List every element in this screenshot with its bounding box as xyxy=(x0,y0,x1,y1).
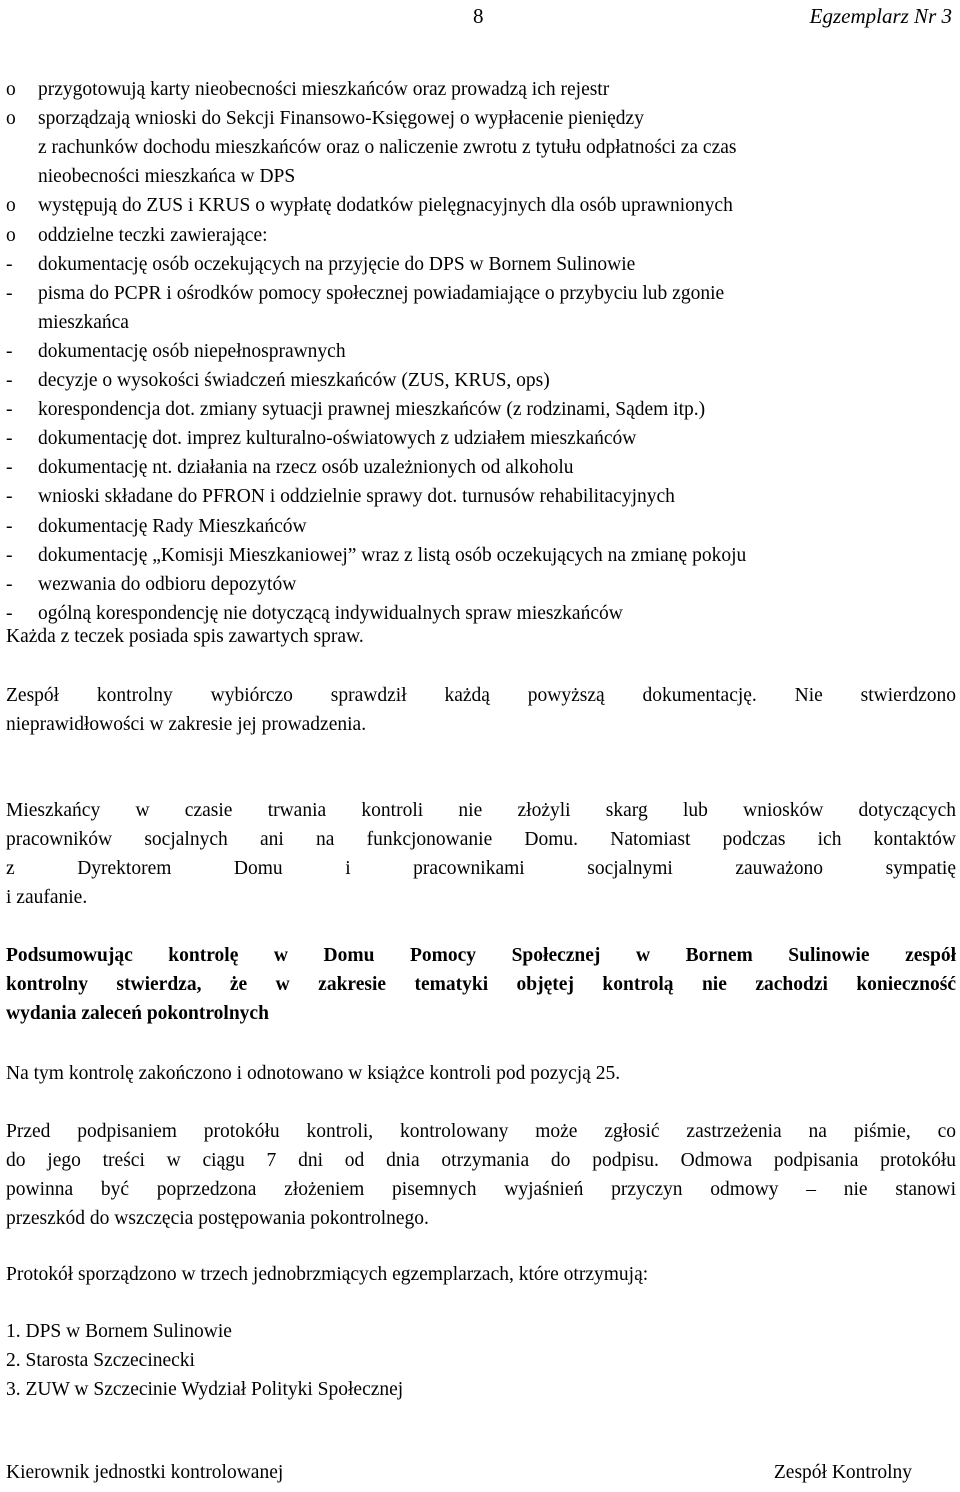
duty-text: dokumentację dot. imprez kulturalno-oświatowych z udziałem mieszkańców xyxy=(38,428,637,450)
duty-item xyxy=(6,340,956,366)
recipient-1: 1. DPS w Bornem Sulinowie xyxy=(6,1321,232,1342)
dash-marker: - xyxy=(6,544,13,566)
duty-text: dokumentację „Komisji Mieszkaniowej” wraz z listą osób oczekujących na zmianę pokoju xyxy=(38,544,747,566)
review-paragraph xyxy=(6,681,956,739)
duty-item xyxy=(6,78,956,104)
duty-item xyxy=(6,369,956,395)
dash-marker: - xyxy=(6,602,13,624)
bullet-marker: o xyxy=(6,108,16,130)
duty-text: dokumentację osób niepełnosprawnych xyxy=(38,340,346,362)
bullet-marker: o xyxy=(6,224,16,246)
duty-text: dokumentację nt. działania na rzecz osób uzależnionych od alkoholu xyxy=(38,457,574,479)
page-header xyxy=(0,4,960,34)
duty-text: korespondencja dot. zmiany sytuacji prawnej mieszkańców (z rodzinami, Sądem itp.) xyxy=(38,399,706,421)
closing-line: Na tym kontrolę zakończono i odnotowano w książce kontroli pod pozycją 25. xyxy=(6,1063,621,1084)
duty-item xyxy=(6,282,956,308)
duty-text: nieobecności mieszkańca w DPS xyxy=(38,166,296,188)
dash-marker: - xyxy=(6,282,13,304)
dash-marker: - xyxy=(6,370,13,391)
duty-text: przygotowują karty nieobecności mieszkańców oraz prowadzą ich rejestr xyxy=(38,79,610,100)
duty-text: występują do ZUS i KRUS o wypłatę dodatków pielęgnacyjnych dla osób uprawnionych xyxy=(38,195,733,217)
duty-text: oddzielne teczki zawierające: xyxy=(38,224,268,246)
duty-item xyxy=(6,398,956,424)
signing-line: do jego treści w ciągu 7 dni od dnia otrzymania do podpisu. Odmowa podpisania protokółu xyxy=(6,1150,956,1171)
signing-line: powinna być poprzedzona złożeniem pisemnych wyjaśnień przyczyn odmowy – nie stanowi xyxy=(6,1179,956,1200)
duty-text: sporządzają wnioski do Sekcji Finansowo-Księgowej o wypłacenie pieniędzy xyxy=(38,108,644,130)
duty-item xyxy=(6,515,956,541)
duty-item xyxy=(6,136,956,162)
dash-marker: - xyxy=(6,486,13,508)
complaints-line: Mieszkańcy w czasie trwania kontroli nie złożyli skarg lub wniosków dotyczących xyxy=(6,800,956,821)
dash-marker: - xyxy=(6,457,13,479)
duty-item xyxy=(6,456,956,482)
summary-paragraph xyxy=(6,941,956,1028)
duty-item xyxy=(6,224,956,250)
copy-label: Egzemplarz Nr 3 xyxy=(809,4,952,28)
signature-right-label: Zespół Kontrolny xyxy=(773,1462,912,1483)
recipient-3: 3. ZUW w Szczecinie Wydział Polityki Społecznej xyxy=(6,1379,404,1400)
duty-item xyxy=(6,194,956,220)
dash-marker: - xyxy=(6,573,13,595)
each-file-note: Każda z teczek posiada spis zawartych spraw. xyxy=(6,626,364,647)
duty-text: dokumentację Rady Mieszkańców xyxy=(38,515,307,537)
duty-text: pisma do PCPR i ośrodków pomocy społecznej powiadamiające o przybyciu lub zgonie xyxy=(38,282,725,304)
dash-marker: - xyxy=(6,399,13,421)
summary-line: kontrolny stwierdza, że w zakresie tematyki objętej kontrolą nie zachodzi konieczność xyxy=(6,974,956,995)
complaints-line: pracowników socjalnych ani na funkcjonowanie Domu. Natomiast podczas ich kontaktów xyxy=(6,829,956,850)
duty-item xyxy=(6,165,956,191)
signing-paragraph xyxy=(6,1117,956,1233)
duty-item xyxy=(6,573,956,599)
duty-item xyxy=(6,485,956,511)
duty-item xyxy=(6,253,956,279)
signing-line: Przed podpisaniem protokółu kontroli, kontrolowany może zgłosić zastrzeżenia na piśmie, co xyxy=(6,1121,956,1142)
duty-text: z rachunków dochodu mieszkańców oraz o naliczenie zwrotu z tytułu odpłatności za czas xyxy=(38,137,737,159)
review-line: nieprawidłowości w zakresie jej prowadzenia. xyxy=(6,714,367,735)
duty-text: wezwania do odbioru depozytów xyxy=(38,573,297,595)
copies-intro: Protokół sporządzono w trzech jednobrzmiących egzemplarzach, które otrzymują: xyxy=(6,1264,649,1285)
dash-marker: - xyxy=(6,340,13,362)
bullet-marker: o xyxy=(6,195,16,217)
duty-item xyxy=(6,107,956,133)
recipient-2: 2. Starosta Szczecinecki xyxy=(6,1350,195,1371)
dash-marker: - xyxy=(6,428,13,450)
duty-text: ogólną korespondencję nie dotyczącą indywidualnych spraw mieszkańców xyxy=(38,602,623,624)
signature-left-label: Kierownik jednostki kontrolowanej xyxy=(6,1462,284,1483)
complaints-line: z Dyrektorem Domu i pracownikami socjalnymi zauważono sympatię xyxy=(6,858,956,879)
bullet-marker: o xyxy=(6,79,16,100)
page-number: 8 xyxy=(473,4,484,28)
signing-line: przeszkód do wszczęcia postępowania pokontrolnego. xyxy=(6,1208,429,1229)
dash-marker: - xyxy=(6,253,13,275)
complaints-line: i zaufanie. xyxy=(6,887,88,908)
dash-marker: - xyxy=(6,515,13,537)
summary-line: Podsumowując kontrolę w Domu Pomocy Społecznej w Bornem Sulinowie zespół xyxy=(6,945,956,966)
duty-item xyxy=(6,427,956,453)
duty-item xyxy=(6,602,956,628)
duty-text: decyzje o wysokości świadczeń mieszkańców (ZUS, KRUS, ops) xyxy=(38,370,550,391)
duty-item xyxy=(6,544,956,570)
complaints-paragraph xyxy=(6,796,956,912)
duty-item xyxy=(6,311,956,337)
review-line: Zespół kontrolny wybiórczo sprawdził każdą powyższą dokumentację. Nie stwierdzono xyxy=(6,685,956,706)
duty-text: mieszkańca xyxy=(38,311,129,333)
summary-line: wydania zaleceń pokontrolnych xyxy=(6,1003,269,1024)
duty-text: dokumentację osób oczekujących na przyjęcie do DPS w Bornem Sulinowie xyxy=(38,253,636,275)
duty-text: wnioski składane do PFRON i oddzielnie sprawy dot. turnusów rehabilitacyjnych xyxy=(38,486,675,508)
